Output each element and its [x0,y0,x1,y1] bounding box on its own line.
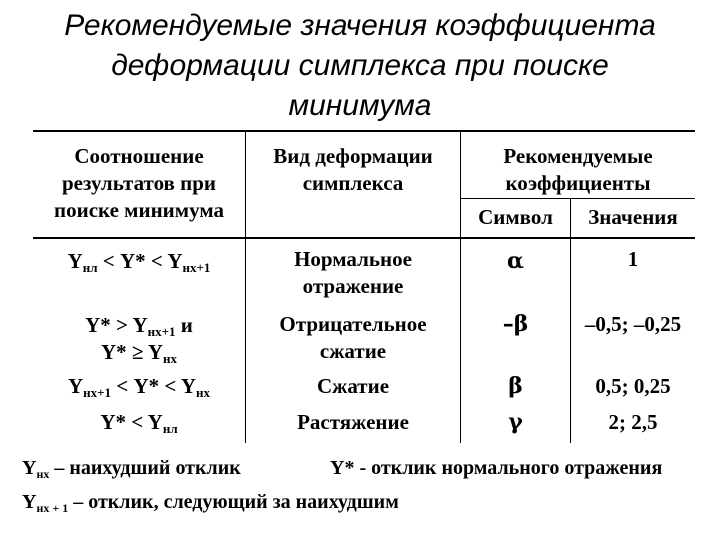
row1-deformation: Нормальное отражение [294,247,412,298]
row3-ratio: $Y_{нх+1} < Y* < Y_{нх}$ [67,374,211,400]
footer-note-normal-reflection: Y* - отклик нормального отражения [330,457,663,479]
row1-ratio: $Y_{нл} < Y* < Y_{нх+1}$ [67,249,211,275]
row1-value: 1 [627,247,639,271]
row4-deformation: Растяжение [297,410,409,434]
header-symbol: Символ [478,205,553,229]
header-values: Значения [588,205,678,229]
header-deformation: Вид деформации симплекса [273,144,433,195]
table-top-border [33,130,695,132]
row2-ratio: $Y* > Y_{нх+1}$ и $Y* \ge Y_{нх}$ [85,313,193,366]
row1-symbol: α [507,248,524,274]
row3-value: 0,5; 0,25 [595,374,671,398]
footer-note-worst: $Y_{нх}$ – наихудший отклик [22,457,241,481]
row4-value: 2; 2,5 [608,410,658,434]
row3-deformation: Сжатие [316,374,390,398]
header-subdivider [460,198,695,199]
table-header-divider [33,237,695,239]
row4-symbol: γ [508,409,523,435]
footer-note-next-worst: $Y_{нх + 1}$ – отклик, следующий за наихудшим [22,491,399,515]
title-line-1: Рекомендуемые значения коэффициента [64,9,656,42]
page-title [0,6,720,126]
title-line-3: минимума [288,89,432,122]
row4-ratio: $Y* < Y_{нл}$ [100,410,178,436]
header-recommended: Рекомендуемые коэффициенты [503,144,653,195]
row2-symbol: –β [502,311,529,337]
header-ratio: Соотношение результатов при поиске минимума [54,144,224,222]
title-line-2: деформации симплекса при поиске [111,49,609,82]
row3-symbol: β [508,373,523,399]
row2-value: –0,5; –0,25 [584,312,682,336]
row2-deformation: Отрицательное сжатие [279,312,427,363]
